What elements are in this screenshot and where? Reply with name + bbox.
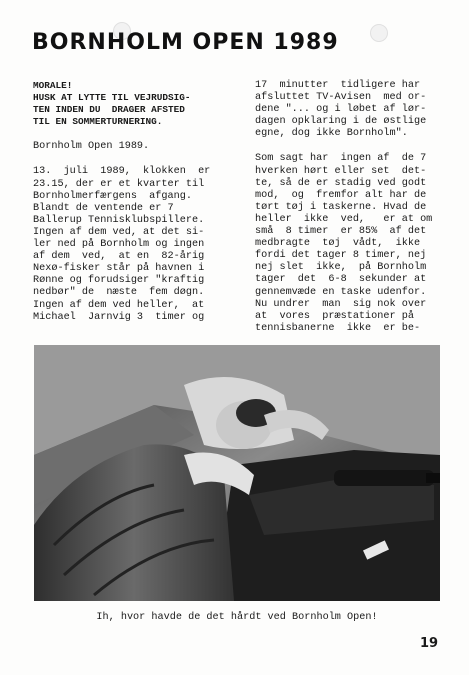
text-line: fordi det tager 8 timer, nej — [255, 250, 427, 262]
text-line: tørt tøj i taskerne. Hvad de — [255, 201, 427, 213]
text-line: te, så de er stadig ved godt — [255, 177, 427, 189]
text-line: Blandt de ventende er 7 — [33, 202, 174, 214]
text-line: medbragte tøj vådt, ikke — [255, 238, 421, 250]
text-line: 23.15, der er et kvarter til — [33, 178, 205, 190]
text-line: af dem ved, at en 82-årig — [33, 251, 205, 263]
text-line: at vores præstationer på — [255, 310, 414, 322]
text-line: 13. juli 1989, klokken er — [33, 166, 211, 178]
text-line: afsluttet TV-Avisen med or- — [255, 92, 427, 104]
page-number: 19 — [420, 636, 439, 651]
left-paragraph-1 — [33, 141, 245, 153]
text-line: Ballerup Tennisklubspillere. — [33, 214, 205, 226]
right-column — [255, 80, 451, 348]
text-line: nej slet ikke, på Bornholm — [255, 262, 427, 274]
text-line: Bornholm Open 1989. — [33, 141, 150, 153]
text-line: dene "... og i løbet af lør- — [255, 104, 427, 116]
text-line: Som sagt har ingen af de 7 — [255, 153, 427, 165]
photo-caption: Ih, hvor havde de det hårdt ved Bornholm Open! — [96, 612, 378, 623]
photo-illustration — [34, 345, 440, 601]
photo-man-in-sleeping-bag — [34, 345, 440, 601]
text-line: Rønne og forudsiger "kraftig — [33, 275, 205, 287]
text-line: dagen opklaring i de østlige — [255, 116, 427, 128]
text-line: tager det 6-8 sekunder at — [255, 274, 427, 286]
text-line: Ingen af dem ved heller, at — [33, 299, 205, 311]
right-paragraph-2 — [255, 153, 451, 334]
text-line: heller ikke ved, er at om — [255, 213, 433, 225]
text-line: hverken hørt eller set det- — [255, 165, 427, 177]
text-line: MORALE! — [33, 80, 73, 91]
text-line: nedbør" de næste fem døgn. — [33, 287, 205, 299]
text-line: 17 minutter tidligere har — [255, 80, 421, 91]
moral-block — [33, 80, 245, 128]
text-line: TEN INDEN DU DRAGER AFSTED — [33, 104, 185, 116]
text-line: Michael Jarnvig 3 timer og — [33, 311, 205, 323]
text-line: egne, dog ikke Bornholm". — [255, 128, 408, 140]
page-title: BORNHOLM OPEN 1989 — [32, 30, 339, 55]
left-column — [33, 80, 245, 337]
text-line: Nexø-fisker står på havnen i — [33, 263, 205, 275]
text-line: mod, og fremfor alt har de — [255, 189, 427, 201]
text-line: tennisbanerne ikke er be- — [255, 322, 421, 334]
right-paragraph-1 — [255, 80, 451, 140]
text-line: ler ned på Bornholm og ingen — [33, 239, 205, 251]
text-line: Bornholmerfærgens afgang. — [33, 190, 192, 202]
text-line: Ingen af dem ved, at det si- — [33, 226, 205, 238]
text-line: små 8 timer er 85% af det — [255, 226, 427, 238]
text-line: TIL EN SOMMERTURNERING. — [33, 116, 163, 128]
text-line: Nu undrer man sig nok over — [255, 298, 427, 310]
left-paragraph-2 — [33, 166, 245, 323]
text-line: gennemvæde en taske udenfor. — [255, 286, 427, 298]
text-line: HUSK AT LYTTE TIL VEJRUDSIG- — [33, 92, 191, 104]
